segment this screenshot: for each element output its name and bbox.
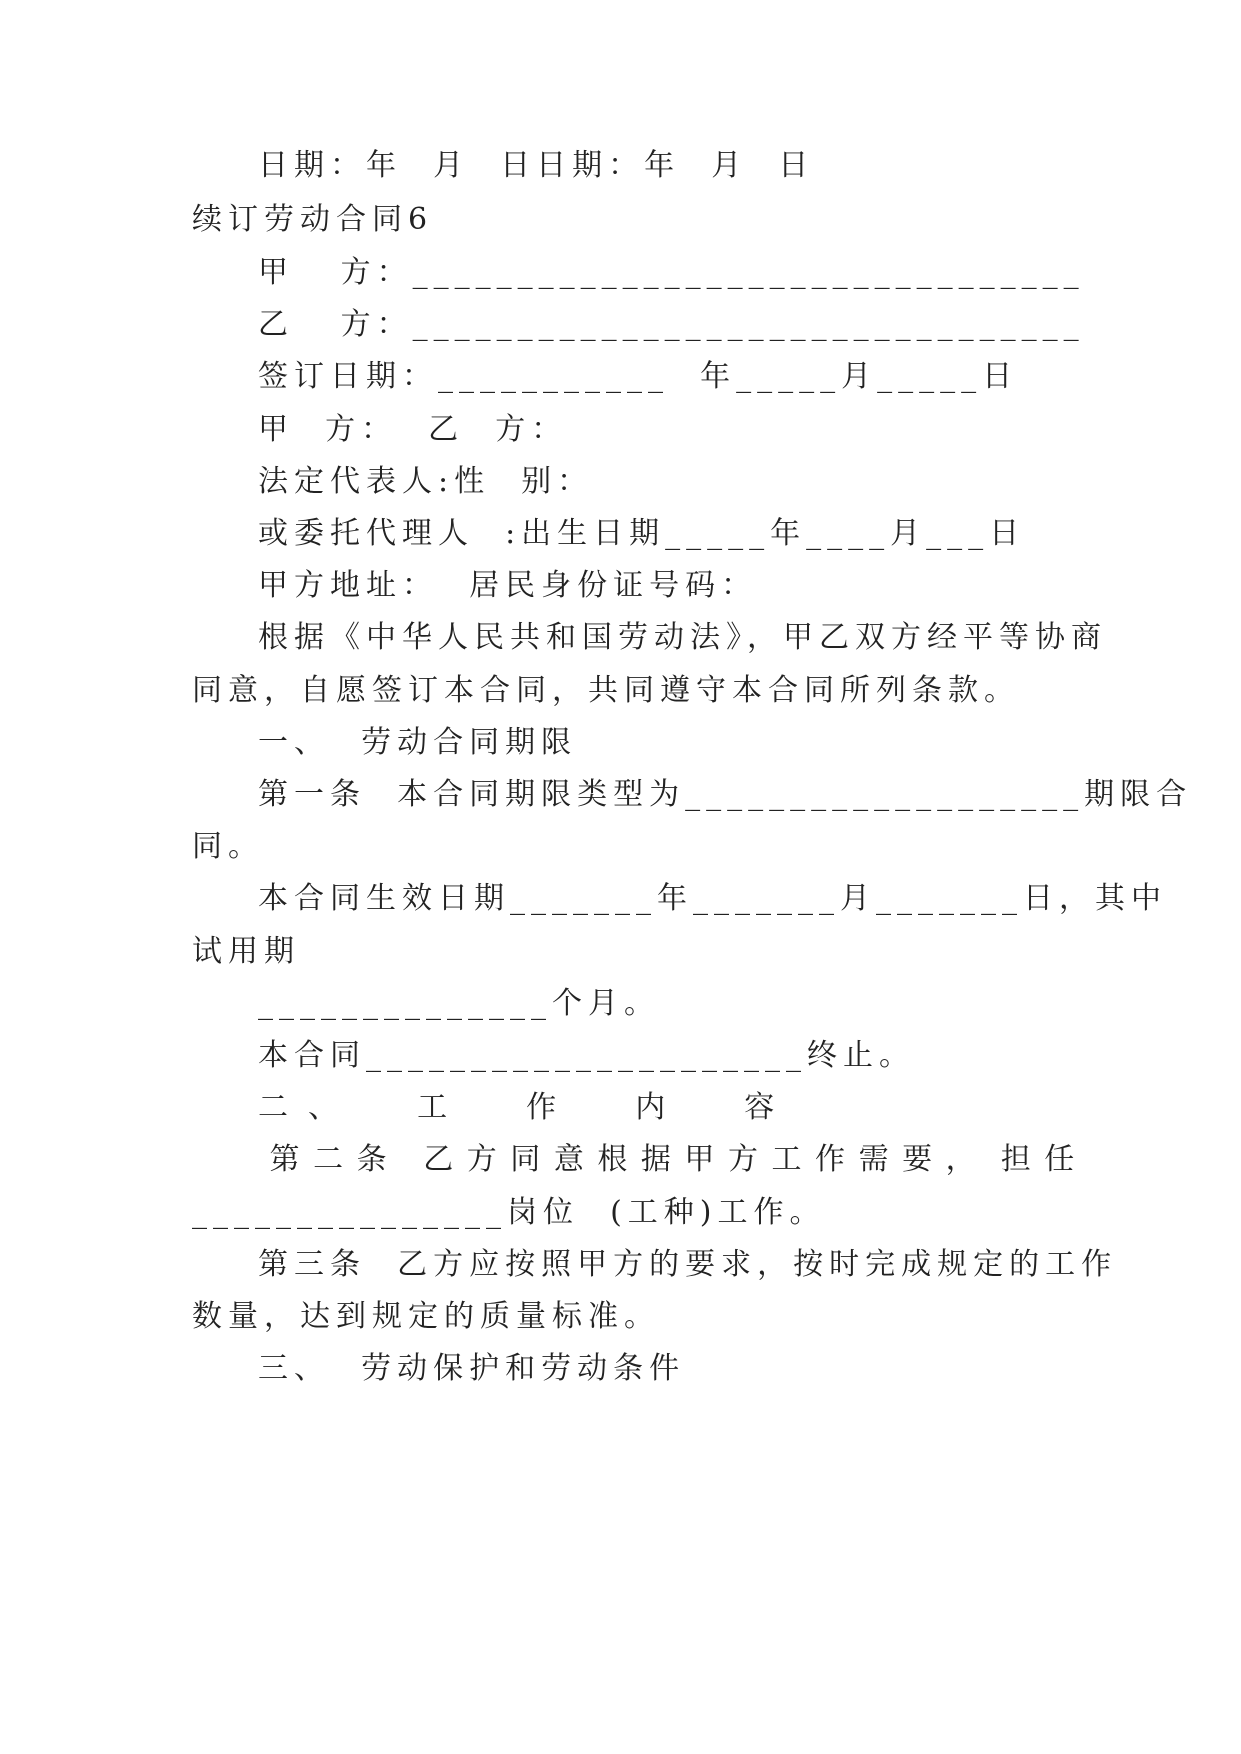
address-id-line: 甲方地址： 居民身份证号码： [258, 568, 758, 603]
preamble-line-1: 根据《中华人民共和国劳动法》，甲乙双方经平等协商 [258, 620, 1107, 655]
signing-date-line: 签订日期：___________ 年_____月_____日 [258, 359, 1019, 394]
date-line: 日期：年 月 日日期：年 月 日 [258, 148, 815, 183]
article-3-line-2: 数量，达到规定的质量标准。 [192, 1299, 660, 1334]
preamble-line-2: 同意，自愿签订本合同，共同遵守本合同所列条款。 [192, 673, 1020, 708]
heading-contract-term: 一、 劳动合同期限 [258, 725, 578, 760]
effective-date-line-1: 本合同生效日期_______年_______月_______日，其中 [258, 881, 1167, 916]
agent-birthdate-line: 或委托代理人 :出生日期_____年____月___日 [258, 516, 1026, 551]
article-2-line-2: _______________岗位 (工种)工作。 [192, 1195, 826, 1230]
article-1-line-2: 同。 [192, 829, 264, 864]
heading-labor-protection: 三、 劳动保护和劳动条件 [258, 1351, 686, 1386]
article-1-line-1: 第一条 本合同期限类型为___________________期限合 [258, 777, 1193, 812]
section-title: 续订劳动合同6 [192, 202, 434, 237]
parties-line: 甲 方： 乙 方： [258, 412, 568, 447]
probation-line: ______________个月。 [258, 986, 660, 1021]
legal-rep-line: 法定代表人:性 别： [258, 464, 594, 499]
article-2-line-1: 第 二 条 乙 方 同 意 根 据 甲 方 工 作 需 要 ， 担 任 [258, 1142, 1077, 1177]
article-3-line-1: 第三条 乙方应按照甲方的要求，按时完成规定的工作 [258, 1247, 1118, 1282]
party-a-line: 甲 方：________________________________ [258, 255, 1085, 290]
heading-work-content: 二、 工 作 内 容 [258, 1090, 795, 1125]
effective-date-line-2: 试用期 [192, 934, 300, 969]
termination-line: 本合同_____________________终止。 [258, 1038, 915, 1073]
party-b-line: 乙 方：________________________________ [258, 307, 1085, 342]
